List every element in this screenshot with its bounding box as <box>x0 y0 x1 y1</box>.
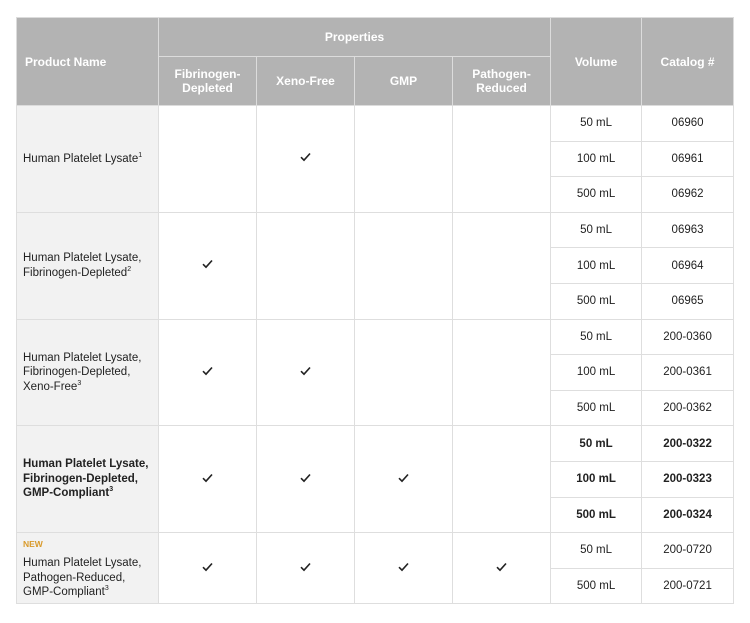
property-cell-pathogen-reduced <box>453 212 551 319</box>
checkmark-icon <box>202 367 213 379</box>
product-name-cell <box>17 533 159 604</box>
checkmark-icon <box>398 474 409 486</box>
catalog-cell: 200-0323 <box>642 461 734 497</box>
volume-cell: 50 mL <box>551 426 642 462</box>
footnote-marker: 3 <box>77 379 82 387</box>
property-cell-fibrinogen-depleted <box>159 319 257 426</box>
volume-cell: 100 mL <box>551 355 642 391</box>
property-cell-pathogen-reduced <box>453 319 551 426</box>
header-fibrinogen-depleted: Fibrinogen- Depleted <box>159 57 257 106</box>
checkmark-icon <box>300 563 311 575</box>
footnote-marker: 3 <box>104 585 109 593</box>
product-name-line: Human Platelet Lysate, <box>23 351 142 364</box>
catalog-cell: 06965 <box>642 283 734 319</box>
product-name-line: Human Platelet Lysate, <box>23 557 142 570</box>
volume-cell: 50 mL <box>551 106 642 142</box>
volume-cell: 100 mL <box>551 141 642 177</box>
new-badge: NEW <box>23 538 43 549</box>
catalog-cell: 06960 <box>642 106 734 142</box>
catalog-cell: 200-0361 <box>642 355 734 391</box>
product-name-cell <box>17 319 159 426</box>
footnote-marker: 1 <box>138 151 143 159</box>
volume-cell: 50 mL <box>551 533 642 569</box>
property-cell-pathogen-reduced <box>453 426 551 533</box>
product-name-line: Fibrinogen-Depleted <box>23 266 128 279</box>
property-cell-gmp <box>355 212 453 319</box>
catalog-cell: 06964 <box>642 248 734 284</box>
property-cell-xeno-free <box>257 426 355 533</box>
property-cell-gmp <box>355 533 453 604</box>
product-name-line: Fibrinogen-Depleted, <box>23 472 138 485</box>
volume-cell: 500 mL <box>551 568 642 604</box>
property-cell-xeno-free <box>257 212 355 319</box>
property-cell-fibrinogen-depleted <box>159 533 257 604</box>
checkmark-icon <box>300 153 311 165</box>
footnote-marker: 3 <box>109 486 114 494</box>
volume-cell: 100 mL <box>551 248 642 284</box>
table-row <box>17 212 734 248</box>
product-name-line: Xeno-Free <box>23 380 78 393</box>
product-name-line: Human Platelet Lysate <box>23 152 139 165</box>
checkmark-icon <box>496 563 507 575</box>
volume-cell: 50 mL <box>551 212 642 248</box>
catalog-cell: 200-0324 <box>642 497 734 533</box>
checkmark-icon <box>202 563 213 575</box>
volume-cell: 500 mL <box>551 283 642 319</box>
header-catalog: Catalog # <box>642 18 734 106</box>
property-cell-gmp <box>355 319 453 426</box>
table-row <box>17 426 734 462</box>
property-cell-xeno-free <box>257 533 355 604</box>
catalog-cell: 200-0360 <box>642 319 734 355</box>
checkmark-icon <box>300 367 311 379</box>
property-cell-pathogen-reduced <box>453 533 551 604</box>
product-name-cell <box>17 212 159 319</box>
header-volume: Volume <box>551 18 642 106</box>
property-cell-fibrinogen-depleted <box>159 426 257 533</box>
volume-cell: 100 mL <box>551 461 642 497</box>
product-name-cell <box>17 106 159 213</box>
header-properties: Properties <box>159 18 551 57</box>
volume-cell: 500 mL <box>551 497 642 533</box>
table-row <box>17 533 734 569</box>
header-gmp: GMP <box>355 57 453 106</box>
product-name-line: Fibrinogen-Depleted, <box>23 366 131 379</box>
header-product-name: Product Name <box>17 18 159 106</box>
property-cell-gmp <box>355 426 453 533</box>
catalog-cell: 06961 <box>642 141 734 177</box>
property-cell-pathogen-reduced <box>453 106 551 213</box>
property-cell-xeno-free <box>257 319 355 426</box>
product-name-line: Human Platelet Lysate, <box>23 458 149 471</box>
footnote-marker: 2 <box>127 265 132 273</box>
checkmark-icon <box>202 474 213 486</box>
volume-cell: 500 mL <box>551 390 642 426</box>
header-xeno-free: Xeno-Free <box>257 57 355 106</box>
product-name-line: GMP-Compliant <box>23 487 110 500</box>
catalog-cell: 200-0721 <box>642 568 734 604</box>
volume-cell: 500 mL <box>551 177 642 213</box>
header-pathogen-reduced: Pathogen- Reduced <box>453 57 551 106</box>
checkmark-icon <box>202 260 213 272</box>
product-name-line: GMP-Compliant <box>23 586 105 599</box>
table-row <box>17 106 734 142</box>
product-table <box>16 17 734 604</box>
catalog-cell: 06962 <box>642 177 734 213</box>
checkmark-icon <box>300 474 311 486</box>
checkmark-icon <box>398 563 409 575</box>
product-name-line: Human Platelet Lysate, <box>23 252 142 265</box>
catalog-cell: 06963 <box>642 212 734 248</box>
property-cell-gmp <box>355 106 453 213</box>
catalog-cell: 200-0720 <box>642 533 734 569</box>
product-name-cell <box>17 426 159 533</box>
catalog-cell: 200-0362 <box>642 390 734 426</box>
property-cell-fibrinogen-depleted <box>159 106 257 213</box>
catalog-cell: 200-0322 <box>642 426 734 462</box>
property-cell-xeno-free <box>257 106 355 213</box>
product-name-line: Pathogen-Reduced, <box>23 571 126 584</box>
volume-cell: 50 mL <box>551 319 642 355</box>
table-row <box>17 319 734 355</box>
property-cell-fibrinogen-depleted <box>159 212 257 319</box>
